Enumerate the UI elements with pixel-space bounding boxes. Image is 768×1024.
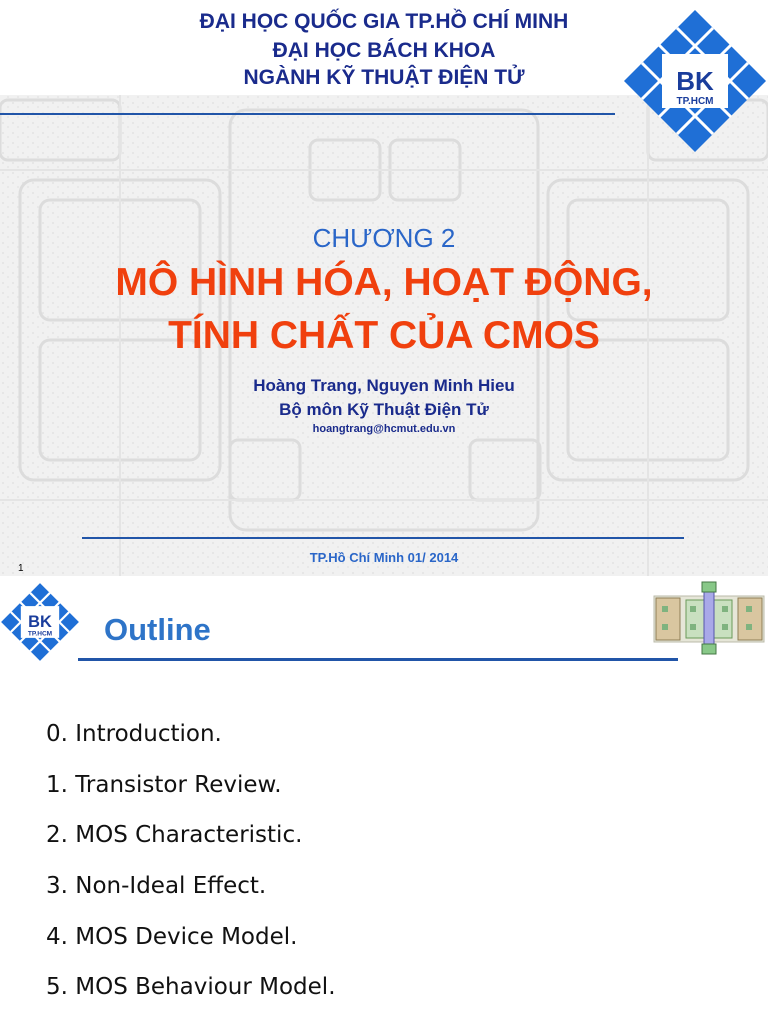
- outline-item-2: 2. MOS Characteristic.: [46, 822, 303, 848]
- authors: Hoàng Trang, Nguyen Minh Hieu: [253, 376, 515, 395]
- slide-title-line2: TÍNH CHẤT CỦA CMOS: [168, 314, 600, 357]
- author-email: hoangtrang@hcmut.edu.vn: [312, 423, 456, 435]
- bk-logo-small-subtext: TP.HCM: [27, 630, 53, 638]
- department-name: NGÀNH KỸ THUẬT ĐIỆN TỬ: [243, 66, 525, 89]
- bk-logo: [622, 8, 768, 154]
- outline-item-1: 1. Transistor Review.: [46, 772, 282, 798]
- outline-title: Outline: [104, 612, 211, 647]
- page-number: 1: [18, 563, 24, 574]
- bk-logo-small-text: BK: [28, 612, 52, 631]
- bk-logo-text: BK: [676, 66, 714, 96]
- cmos-layout-thumbnail: [650, 580, 768, 658]
- place-date: TP.Hồ Chí Minh 01/ 2014: [309, 550, 459, 565]
- header-rule: [0, 113, 615, 115]
- bk-logo-subtext: TP.HCM: [676, 96, 714, 107]
- outline-rule: [78, 658, 678, 661]
- slide-title-line1: MÔ HÌNH HÓA, HOẠT ĐỘNG,: [115, 261, 653, 304]
- footer-rule: [82, 537, 684, 539]
- bk-logo-small: [0, 582, 80, 662]
- outline-slide: [0, 576, 768, 1024]
- university-name: ĐẠI HỌC QUỐC GIA TP.HỒ CHÍ MINH: [199, 10, 569, 33]
- outline-item-4: 4. MOS Device Model.: [46, 924, 298, 950]
- author-department: Bộ môn Kỹ Thuật Điện Tử: [279, 400, 489, 419]
- outline-item-5: 5. MOS Behaviour Model.: [46, 974, 336, 1000]
- chapter-label: CHƯƠNG 2: [312, 223, 456, 253]
- outline-item-0: 0. Introduction.: [46, 721, 222, 747]
- outline-item-3: 3. Non-Ideal Effect.: [46, 873, 267, 899]
- school-name: ĐẠI HỌC BÁCH KHOA: [272, 39, 496, 62]
